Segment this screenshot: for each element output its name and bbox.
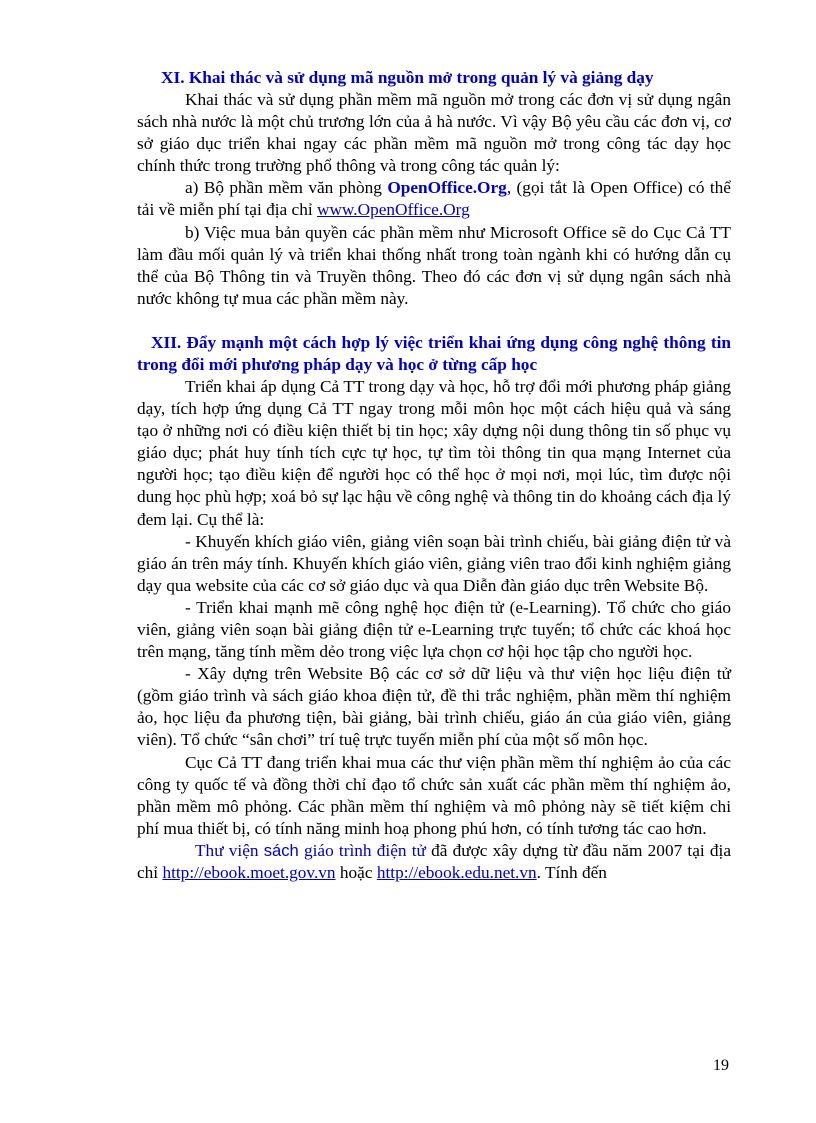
library-title-sach: sách xyxy=(263,840,299,860)
section-11-paragraph-1: Khai thác và sử dụng phần mềm mã nguồn mở trong các đơn vị sử dụng ngân sách nhà nước là một chủ trương lớn của ả hà nước. Vì vậy Bộ yêu cầu các đơn vị, cơ sở giáo dục triển khai ngay các phần mềm mã nguồn mở trong công tác dạy học chính thức trong trường phổ thông và trong công tác quản lý: xyxy=(137,90,731,176)
section-12-paragraph-3: - Triển khai mạnh mẽ công nghệ học điện tử (e-Learning). Tổ chức cho giáo viên, giảng viên soạn bài giảng điện tử e-Learning trực tuyến; tổ chức các khoá học trên mạng, tăng tính mềm dẻo trong việc lựa chọn cơ hội học tập cho người học. xyxy=(137,597,731,662)
section-11-paragraph-3: b) Việc mua bản quyền các phần mềm như Microsoft Office sẽ do Cục Cả TT làm đầu mối quản lý và triển khai thống nhất trong toàn ngành khi có hướng dẫn cụ thể của Bộ Thông tin và Truyền thông. Theo đó các đơn vị sử dụng ngân sách nhà nước không tự mua các phần mềm này. xyxy=(137,222,731,308)
library-title-rest: giáo trình điện tử xyxy=(298,840,426,860)
section-11-heading: XI. Khai thác và sử dụng mã nguồn mở trong quản lý và giảng dạy xyxy=(161,68,654,87)
text-run: . Tính đến xyxy=(536,863,607,882)
text-run: , (gọi tắt là Open Office) có thể tải về miễn phí tại địa chỉ xyxy=(137,178,731,220)
section-12-paragraph-2: - Khuyến khích giáo viên, giảng viên soạn bài trình chiếu, bài giảng điện tử và giáo án trên máy tính. Khuyến khích giáo viên, giảng viên trao đổi kinh nghiệm giảng dạy qua website của các cơ sở giáo dục và qua Diễn đàn giáo dục trên Website Bộ. xyxy=(137,531,731,595)
section-12-paragraph-5: Cục Cả TT đang triển khai mua các thư viện phần mềm thí nghiệm ảo của các công ty quốc tế và đồng thời chỉ đạo tổ chức sản xuất các phần mềm thí nghiệm ảo, phần mềm mô phỏng. Các phần mềm thí nghiệm và mô phỏng này sẽ tiết kiệm chi phí mua thiết bị, có tính năng minh hoạ phong phú hơn, có tính tương tác cao hơn. xyxy=(137,752,731,838)
section-12-heading: XII. Đẩy mạnh một cách hợp lý việc triển khai ứng dụng công nghệ thông tin trong đổi mới phương pháp dạy và học ở từng cấp học xyxy=(137,332,731,374)
section-12-paragraph-1: Triển khai áp dụng Cả TT trong dạy và học, hỗ trợ đổi mới phương pháp giảng dạy, tích hợp ứng dụng Cả TT ngay trong mỗi môn học một cách hiệu quả và sáng tạo ở những nơi có điều kiện thiết bị tin học; xây dựng nội dung thông tin số phục vụ giáo dục; phát huy tính tích cực tự học, tự tìm tòi thông tin qua mạng Internet của người học; tạo điều kiện để người học có thể học ở mọi nơi, mọi lúc, tìm được nội dung học phù hợp; xoá bỏ sự lạc hậu về công nghệ và thông tin do khoảng cách địa lý đem lại. Cụ thể là: xyxy=(137,376,731,529)
section-11-paragraph-2 xyxy=(137,177,731,221)
openoffice-link[interactable]: www.OpenOffice.Org xyxy=(316,200,470,220)
text-run: hoặc xyxy=(335,863,377,882)
openoffice-brand: OpenOffice.Org xyxy=(387,178,507,198)
library-title: Thư viện xyxy=(195,840,264,860)
text-run: a) Bộ phần mềm văn phòng xyxy=(185,178,388,198)
ebook-edu-link[interactable]: http://ebook.edu.net.vn xyxy=(376,863,537,882)
text-run: đã được xây dựng từ đầu năm 2007 tại địa chỉ xyxy=(137,840,732,882)
document-page xyxy=(137,62,731,884)
section-12-paragraph-4: - Xây dựng trên Website Bộ các cơ sở dữ liệu và thư viện học liệu điện tử (gồm giáo trình và sách giáo khoa điện tử, đề thi trắc nghiệm, phần mềm thí nghiệm ảo, học liệu đa phương tiện, bài giảng, bài trình chiếu, giáo án của giáo viên, giảng viên). Tổ chức “sân chơi” trí tuệ trực tuyến miễn phí của một số môn học. xyxy=(137,664,731,750)
section-12-paragraph-6 xyxy=(137,840,731,884)
ebook-moet-link[interactable]: http://ebook.moet.gov.vn xyxy=(162,863,336,882)
page-number: 19 xyxy=(713,1057,729,1074)
